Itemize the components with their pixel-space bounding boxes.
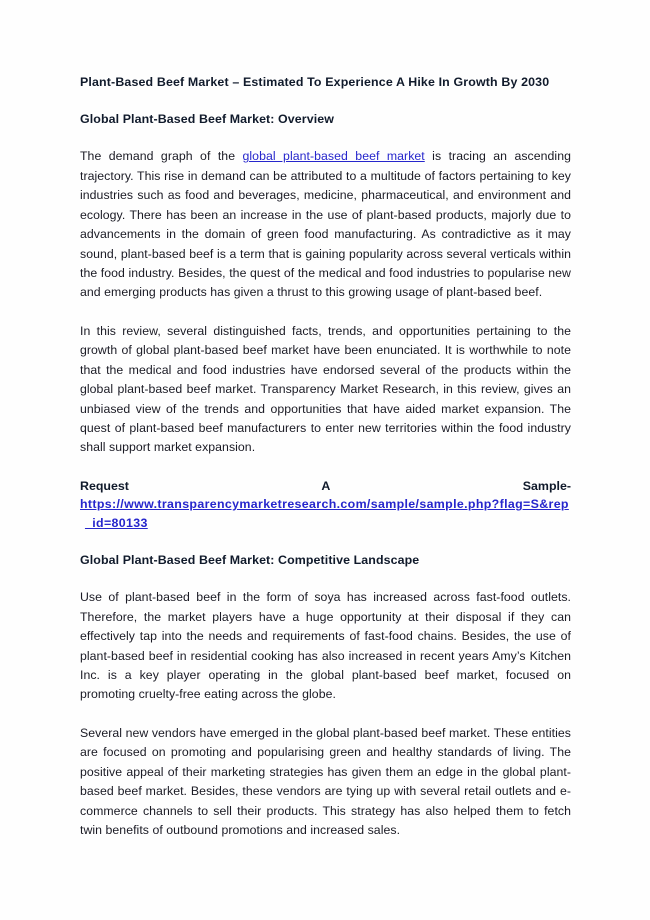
paragraph-competitive-1: Use of plant-based beef in the form of soya has increased across fast-food outlets. Therefore, the market players have a huge opportunity at their disposal if they can effectively tap into the needs and requirements of fast-food chains. Besides, the use of plant-based beef in residential cooking has also increased in recent years Amy’s Kitchen Inc. is a key player operating in the global plant-based beef market, focused on promoting cruelty-free eating across the globe. bbox=[80, 590, 571, 702]
request-sample-url-line-1: https://www.transparencymarketresearch.com/sample/sample.php?flag=S&rep bbox=[80, 497, 569, 512]
document-content bbox=[80, 74, 571, 840]
section-heading-overview: Global Plant-Based Beef Market: Overview bbox=[80, 111, 334, 126]
request-label-a: A bbox=[321, 478, 331, 493]
section-heading-competitive-landscape: Global Plant-Based Beef Market: Competitive Landscape bbox=[80, 552, 420, 567]
request-sample-label-line bbox=[80, 477, 571, 496]
paragraph-text-before-link: The demand graph of the bbox=[80, 149, 243, 164]
paragraph-competitive-2: Several new vendors have emerged in the global plant-based beef market. These entities are focused on promoting and popularising green and healthy standards of living. The positive appeal of their marketing strategies has given them an edge in the global plant-based beef market. Besides, these vendors are tying up with several retail outlets and e-commerce channels to sell their products. This strategy has also helped them to fetch twin benefits of outbound promotions and increased sales. bbox=[80, 725, 571, 837]
request-sample-url-link[interactable] bbox=[80, 495, 571, 532]
request-label-sample: Sample- bbox=[522, 478, 571, 493]
paragraph-overview-1 bbox=[80, 147, 571, 302]
request-sample-url-line-2: _id=80133 bbox=[85, 516, 148, 531]
paragraph-text-after-link: is tracing an ascending trajectory. This rise in demand can be attributed to a multitude of factors pertaining to key industries such as food and beverages, medicine, pharmaceutical, and environment and ecology. There has been an increase in the use of plant-based products, majorly due to advancements in the domain of green food manufacturing. As contradictive as it may sound, plant-based beef is a term that is gaining popularity across several verticals within the food industry. Besides, the quest of the medical and food industries to popularise new and emerging products has given a thrust to this growing usage of plant-based beef. bbox=[80, 149, 571, 300]
page-title: Plant-Based Beef Market – Estimated To Experience A Hike In Growth By 2030 bbox=[80, 75, 550, 89]
paragraph-overview-2: In this review, several distinguished facts, trends, and opportunities pertaining to the growth of global plant-based beef market have been enunciated. It is worthwhile to note that the medical and food industries have endorsed several of the products within the global plant-based beef market. Transparency Market Research, in this review, gives an unbiased view of the trends and opportunities that have aided market expansion. The quest of plant-based beef manufacturers to enter new territories within the food industry shall support market expansion. bbox=[80, 323, 571, 455]
request-label: Request bbox=[80, 478, 129, 493]
global-plant-based-beef-market-link[interactable]: global plant-based beef market bbox=[242, 149, 425, 164]
request-sample-block bbox=[80, 477, 571, 533]
